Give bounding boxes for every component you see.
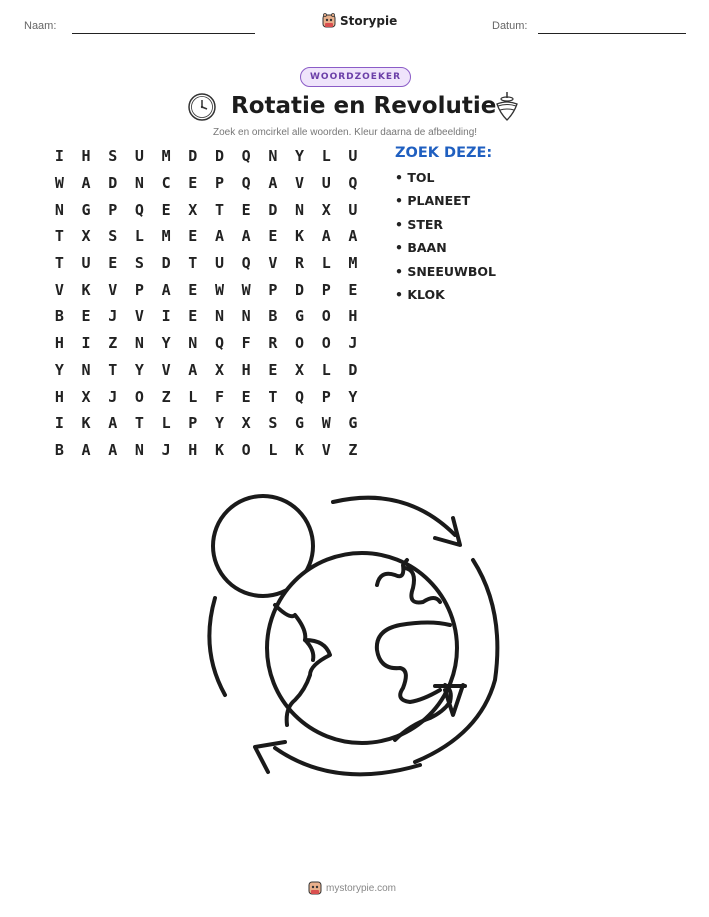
grid-letter[interactable]: X (81, 227, 91, 246)
grid-letter[interactable]: T (188, 254, 198, 273)
grid-letter[interactable]: W (321, 414, 331, 433)
grid-letter[interactable]: N (81, 360, 91, 379)
grid-letter[interactable]: K (214, 440, 224, 459)
grid-letter[interactable]: P (188, 414, 198, 433)
grid-letter[interactable]: S (268, 414, 278, 433)
earth-shape (267, 553, 457, 743)
grid-letter[interactable]: Q (295, 387, 305, 406)
grid-letter[interactable]: W (241, 280, 251, 299)
grid-letter[interactable]: V (54, 280, 64, 299)
grid-letter[interactable]: K (81, 280, 91, 299)
word-list-item: • BAAN (395, 240, 447, 256)
grid-letter[interactable]: I (161, 307, 171, 326)
grid-letter[interactable]: L (268, 440, 278, 459)
grid-letter[interactable]: N (268, 147, 278, 166)
grid-letter[interactable]: X (241, 414, 251, 433)
grid-letter[interactable]: J (348, 334, 358, 353)
grid-letter[interactable]: P (134, 280, 144, 299)
grid-letter[interactable]: I (54, 147, 64, 166)
grid-letter[interactable]: T (268, 387, 278, 406)
grid-letter[interactable]: Q (241, 174, 251, 193)
grid-letter[interactable]: U (321, 174, 331, 193)
grid-letter[interactable]: E (241, 387, 251, 406)
grid-letter[interactable]: E (161, 200, 171, 219)
grid-letter[interactable]: A (214, 227, 224, 246)
grid-letter[interactable]: V (134, 307, 144, 326)
grid-letter[interactable]: R (268, 334, 278, 353)
grid-letter[interactable]: Q (241, 147, 251, 166)
grid-letter[interactable]: T (54, 254, 64, 273)
clock-icon (187, 92, 217, 122)
grid-letter[interactable]: J (108, 307, 118, 326)
grid-letter[interactable]: U (214, 254, 224, 273)
grid-letter[interactable]: E (348, 280, 358, 299)
grid-letter[interactable]: W (214, 280, 224, 299)
grid-letter[interactable]: A (268, 174, 278, 193)
storypie-mascot-icon (322, 13, 336, 29)
date-field[interactable] (538, 33, 686, 34)
grid-letter[interactable]: O (134, 387, 144, 406)
grid-letter[interactable]: H (54, 387, 64, 406)
grid-letter[interactable]: A (108, 414, 118, 433)
grid-letter[interactable]: C (161, 174, 171, 193)
grid-letter[interactable]: Z (108, 334, 118, 353)
grid-letter[interactable]: N (214, 307, 224, 326)
grid-letter[interactable]: S (108, 147, 118, 166)
grid-letter[interactable]: K (295, 440, 305, 459)
grid-letter[interactable]: L (188, 387, 198, 406)
grid-letter[interactable]: N (295, 200, 305, 219)
grid-letter[interactable]: U (81, 254, 91, 273)
grid-letter[interactable]: O (321, 307, 331, 326)
grid-letter[interactable]: L (134, 227, 144, 246)
grid-letter[interactable]: D (214, 147, 224, 166)
grid-letter[interactable]: Y (295, 147, 305, 166)
grid-letter[interactable]: V (295, 174, 305, 193)
grid-letter[interactable]: N (54, 200, 64, 219)
grid-letter[interactable]: D (188, 147, 198, 166)
word-list-item: • TOL (395, 170, 435, 185)
grid-letter[interactable]: D (295, 280, 305, 299)
grid-letter[interactable]: P (268, 280, 278, 299)
footer-brand (308, 880, 396, 896)
grid-letter[interactable]: D (108, 174, 118, 193)
grid-letter[interactable]: E (268, 227, 278, 246)
grid-letter[interactable]: O (295, 334, 305, 353)
footer-url[interactable]: mystorypie.com (326, 882, 397, 894)
grid-letter[interactable]: A (241, 227, 251, 246)
grid-letter[interactable]: L (321, 360, 331, 379)
grid-letter[interactable]: U (348, 200, 358, 219)
category-badge: WOORDZOEKER (300, 67, 411, 87)
grid-letter[interactable]: E (268, 360, 278, 379)
grid-letter[interactable]: F (241, 334, 251, 353)
name-label: Naam: (24, 20, 57, 32)
grid-letter[interactable]: D (161, 254, 171, 273)
word-list-item: • STER (395, 216, 444, 232)
storypie-mascot-icon (308, 880, 322, 896)
grid-letter[interactable]: P (108, 200, 118, 219)
grid-letter[interactable]: H (54, 334, 64, 353)
grid-letter[interactable]: T (54, 227, 64, 246)
grid-letter[interactable]: G (295, 307, 305, 326)
grid-letter[interactable]: X (81, 387, 91, 406)
word-list-item: • SNEEUWBOL (395, 263, 496, 279)
spinning-top-icon (494, 91, 520, 123)
grid-letter[interactable]: W (54, 174, 64, 193)
grid-letter[interactable]: N (134, 440, 144, 459)
grid-letter[interactable]: E (241, 200, 251, 219)
grid-letter[interactable]: U (348, 147, 358, 166)
grid-letter[interactable]: H (241, 360, 251, 379)
grid-letter[interactable]: H (81, 147, 91, 166)
grid-letter[interactable]: X (188, 200, 198, 219)
grid-letter[interactable]: T (134, 414, 144, 433)
grid-letter[interactable]: I (81, 334, 91, 353)
grid-letter[interactable]: V (161, 360, 171, 379)
grid-letter[interactable]: N (188, 334, 198, 353)
grid-letter[interactable]: M (161, 227, 171, 246)
name-field[interactable] (72, 33, 255, 34)
grid-letter[interactable]: V (268, 254, 278, 273)
grid-letter[interactable]: S (108, 227, 118, 246)
grid-letter[interactable]: X (214, 360, 224, 379)
grid-letter[interactable]: A (81, 174, 91, 193)
grid-letter[interactable]: E (188, 174, 198, 193)
grid-letter[interactable]: G (348, 414, 358, 433)
grid-letter[interactable]: F (214, 387, 224, 406)
grid-letter[interactable]: V (108, 280, 118, 299)
grid-letter[interactable]: N (134, 334, 144, 353)
grid-letter[interactable]: A (188, 360, 198, 379)
grid-letter[interactable]: Q (241, 254, 251, 273)
brand-name: Storypie (340, 14, 398, 28)
grid-letter[interactable]: G (295, 414, 305, 433)
grid-letter[interactable]: H (188, 440, 198, 459)
word-list (395, 145, 496, 310)
grid-letter[interactable]: Y (348, 387, 358, 406)
grid-letter[interactable]: A (321, 227, 331, 246)
grid-letter[interactable]: B (268, 307, 278, 326)
grid-letter[interactable]: J (108, 387, 118, 406)
grid-letter[interactable]: V (321, 440, 331, 459)
grid-letter[interactable]: X (321, 200, 331, 219)
grid-letter[interactable]: H (348, 307, 358, 326)
grid-letter[interactable]: M (348, 254, 358, 273)
grid-letter[interactable]: D (268, 200, 278, 219)
word-list-title: ZOEK DEZE: (395, 145, 493, 161)
grid-letter[interactable]: R (295, 254, 305, 273)
grid-letter[interactable]: O (241, 440, 251, 459)
grid-letter[interactable]: N (241, 307, 251, 326)
grid-letter[interactable]: A (108, 440, 118, 459)
grid-letter[interactable]: T (214, 200, 224, 219)
grid-letter[interactable]: N (134, 174, 144, 193)
grid-letter[interactable]: P (214, 174, 224, 193)
grid-letter[interactable]: B (54, 307, 64, 326)
grid-letter[interactable]: B (54, 440, 64, 459)
grid-letter[interactable]: L (161, 414, 171, 433)
grid-letter[interactable]: T (108, 360, 118, 379)
page-title: Rotatie en Revolutie (231, 93, 497, 119)
grid-letter[interactable]: O (321, 334, 331, 353)
grid-letter[interactable]: D (348, 360, 358, 379)
earth-orbit-illustration (195, 490, 515, 790)
date-label: Datum: (492, 20, 528, 32)
grid-letter[interactable]: L (321, 254, 331, 273)
grid-letter[interactable]: Q (348, 174, 358, 193)
grid-letter[interactable]: J (161, 440, 171, 459)
word-list-item: • PLANEET (395, 193, 471, 209)
grid-letter[interactable]: Y (134, 360, 144, 379)
grid-letter[interactable]: U (134, 147, 144, 166)
grid-letter[interactable]: A (348, 227, 358, 246)
brand-logo (322, 13, 397, 29)
grid-letter[interactable]: X (295, 360, 305, 379)
grid-letter[interactable]: E (108, 254, 118, 273)
grid-letter[interactable]: L (321, 147, 331, 166)
grid-letter[interactable]: P (321, 280, 331, 299)
grid-letter[interactable]: P (321, 387, 331, 406)
grid-letter[interactable]: Z (161, 387, 171, 406)
grid-letter[interactable]: K (81, 414, 91, 433)
grid-letter[interactable]: E (188, 227, 198, 246)
grid-letter[interactable]: Y (161, 334, 171, 353)
word-list-item: • KLOK (395, 286, 445, 302)
grid-letter[interactable]: G (81, 200, 91, 219)
grid-letter[interactable]: K (295, 227, 305, 246)
grid-letter[interactable]: Q (214, 334, 224, 353)
grid-letter[interactable]: S (134, 254, 144, 273)
grid-letter[interactable]: Y (214, 414, 224, 433)
grid-letter[interactable]: A (161, 280, 171, 299)
grid-letter[interactable]: Q (134, 200, 144, 219)
grid-letter[interactable]: E (188, 280, 198, 299)
grid-letter[interactable]: I (54, 414, 64, 433)
grid-letter[interactable]: Y (54, 360, 64, 379)
grid-letter[interactable]: E (81, 307, 91, 326)
grid-letter[interactable]: A (81, 440, 91, 459)
grid-letter[interactable]: M (161, 147, 171, 166)
grid-letter[interactable]: Z (348, 440, 358, 459)
instructions: Zoek en omcirkel alle woorden. Kleur daarna de afbeelding! (213, 127, 478, 138)
grid-letter[interactable]: E (188, 307, 198, 326)
word-search-grid (46, 143, 366, 463)
